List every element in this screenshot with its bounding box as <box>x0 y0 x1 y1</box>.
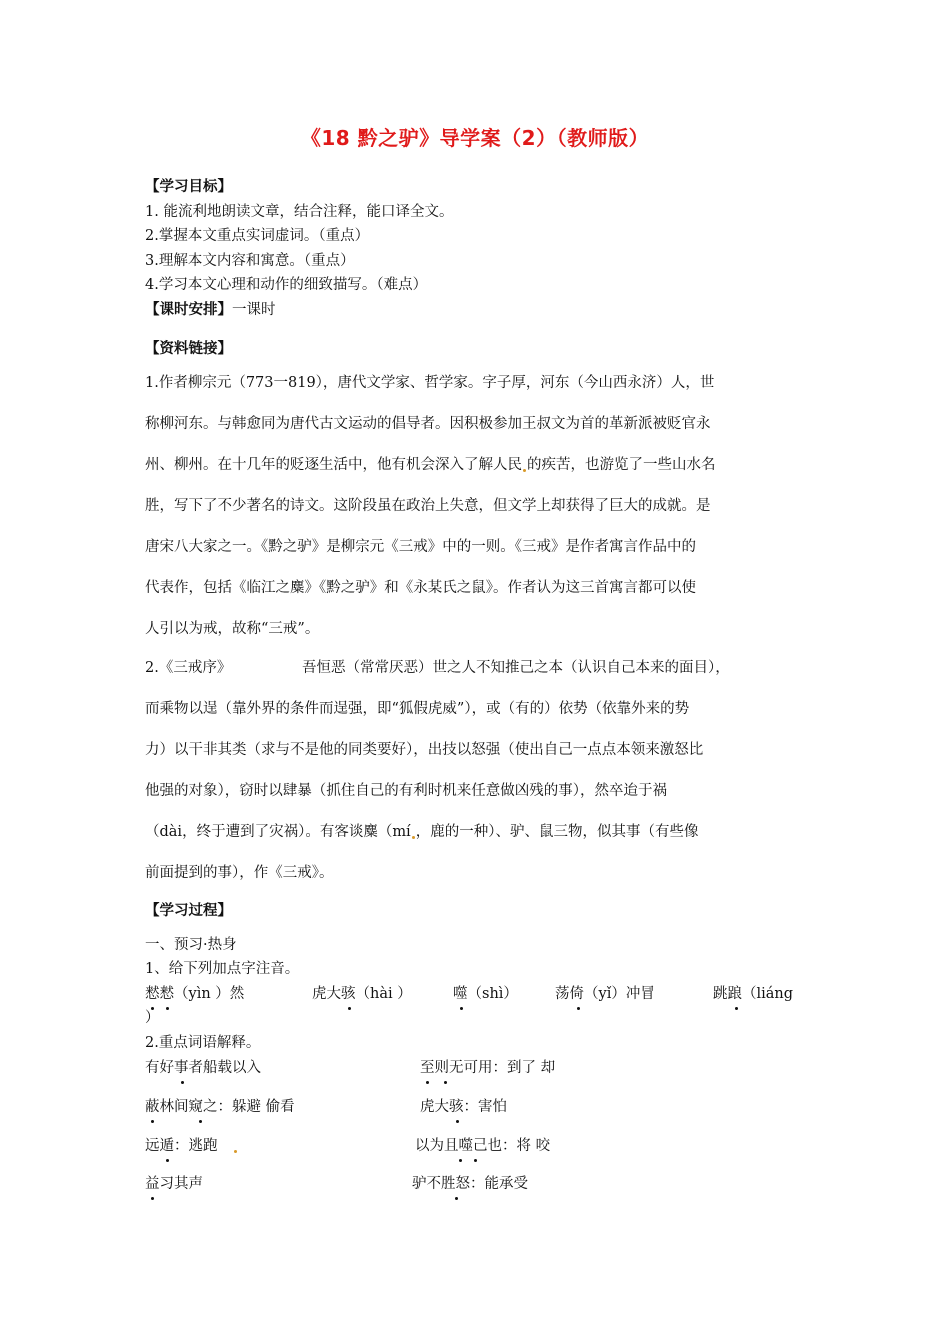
paragraph-fragment: （dài，终于遭到了灾祸）。有客谈麋（mí <box>145 824 411 840</box>
vocab-right: 虎大骇：害怕 <box>420 1099 507 1115</box>
vocab-left: 远遁：逃跑 <box>145 1138 218 1154</box>
vocab-right: 以为且噬己也：将 咬 <box>415 1138 551 1154</box>
emphasis-dot <box>152 1004 153 1005</box>
paragraph-line: 1.作者柳宗元（773一819），唐代文学家、哲学家。字子厚，河东（今山西永济）人，世 <box>145 375 715 391</box>
edit-mark <box>523 469 526 472</box>
paragraph-fragment: 的疾苦，也游览了一些山水名 <box>527 457 716 473</box>
emphasis-dot <box>182 1078 183 1079</box>
paragraph-line: 力）以干非其类（求与不是他的同类要好），出技以怒强（使出自己一点点本领来激怒比 <box>145 742 704 758</box>
section-title: 一、预习·热身 <box>145 937 237 953</box>
objective-item: 1. 能流利地朗读文章，结合注释，能口译全文。 <box>145 204 454 220</box>
emphasis-dot <box>445 1078 446 1079</box>
objective-item: 4.学习本文心理和动作的细致描写。（难点） <box>145 277 428 293</box>
paragraph-line: 代表作，包括《临江之麋》《黔之驴》和《永某氏之鼠》。作者认为这三首寓言都可以使 <box>145 580 696 596</box>
pinyin-item: 荡倚（yǐ）冲冒 <box>555 986 655 1002</box>
paragraph-fragment: ，鹿的一种）、驴、鼠三物，似其事（有些像 <box>415 824 699 840</box>
edit-mark <box>412 836 415 839</box>
paragraph-line: 吾恒恶（常常厌恶）世之人不知推己之本（认识自己本来的面目）， <box>302 660 730 676</box>
vocab-left: 益习其声 <box>145 1176 203 1192</box>
schedule-heading: 【课时安排】 <box>145 302 232 318</box>
schedule-line <box>145 300 276 320</box>
paragraph-line: 人引以为戒，故称“三戒”。 <box>145 621 320 637</box>
objective-item: 2.掌握本文重点实词虚词。（重点） <box>145 228 370 244</box>
schedule-value: 一课时 <box>232 302 276 318</box>
paragraph-line: 称柳河东。与韩愈同为唐代古文运动的倡导者。因积极参加王叔文为首的革新派被贬官永 <box>145 416 711 432</box>
paragraph-fragment: 州、柳州。在十几年的贬逐生活中，他有机会深入了解人民 <box>145 457 522 473</box>
paragraph-label: 2.《三戒序》 <box>145 660 232 676</box>
paragraph-line: 而乘物以逞（靠外界的条件而逞强，即“狐假虎威”），或（有的）依势（依靠外来的势 <box>145 701 690 717</box>
pinyin-item: 跳踉（liáng <box>713 986 794 1002</box>
question-2: 2.重点词语解释。 <box>145 1035 261 1051</box>
paragraph-line: 唐宋八大家之一。《黔之驴》是柳宗元《三戒》中的一则。《三戒》是作者寓言作品中的 <box>145 539 696 555</box>
emphasis-dot <box>349 1004 350 1005</box>
process-heading: 【学习过程】 <box>145 903 232 919</box>
vocab-left: 有好事者船载以入 <box>145 1060 261 1076</box>
paragraph-line <box>145 822 698 842</box>
pinyin-item: 虎大骇（hài ） <box>312 986 412 1002</box>
vocab-right: 驴不胜怒：能承受 <box>412 1176 528 1192</box>
emphasis-dot <box>427 1078 428 1079</box>
emphasis-dot <box>152 1194 153 1195</box>
pinyin-item: 噬（shì） <box>453 986 518 1002</box>
paragraph-line: 他强的对象），窃时以肆暴（抓住自己的有利时机来任意做凶残的事），然卒迨于祸 <box>145 783 667 799</box>
emphasis-dot <box>200 1117 201 1118</box>
emphasis-dot <box>736 1004 737 1005</box>
objectives-heading: 【学习目标】 <box>145 179 232 195</box>
question-1: 1、给下列加点字注音。 <box>145 961 300 977</box>
emphasis-dot <box>456 1194 457 1195</box>
pinyin-tail: ） <box>145 1010 160 1026</box>
paragraph-line <box>145 455 716 475</box>
emphasis-dot <box>475 1156 476 1157</box>
vocab-right: 至则无可用：到了 却 <box>420 1060 556 1076</box>
paragraph-line: 前面提到的事），作《三戒》。 <box>145 865 334 881</box>
document-title: 《18 黔之驴》导学案（2）（教师版） <box>300 126 650 150</box>
objective-item: 3.理解本文内容和寓意。（重点） <box>145 253 355 269</box>
resources-heading: 【资料链接】 <box>145 341 232 357</box>
emphasis-dot <box>460 1156 461 1157</box>
pinyin-item: 慭慭（yìn ）然 <box>145 986 245 1002</box>
emphasis-dot <box>167 1156 168 1157</box>
vocab-left: 蔽林间窥之：躲避 偷看 <box>145 1099 295 1115</box>
edit-mark <box>234 1150 237 1153</box>
emphasis-dot <box>152 1117 153 1118</box>
emphasis-dot <box>461 1004 462 1005</box>
emphasis-dot <box>578 1004 579 1005</box>
paragraph-line: 胜，写下了不少著名的诗文。这阶段虽在政治上失意，但文学上却获得了巨大的成就。是 <box>145 498 711 514</box>
emphasis-dot <box>457 1117 458 1118</box>
emphasis-dot <box>167 1004 168 1005</box>
